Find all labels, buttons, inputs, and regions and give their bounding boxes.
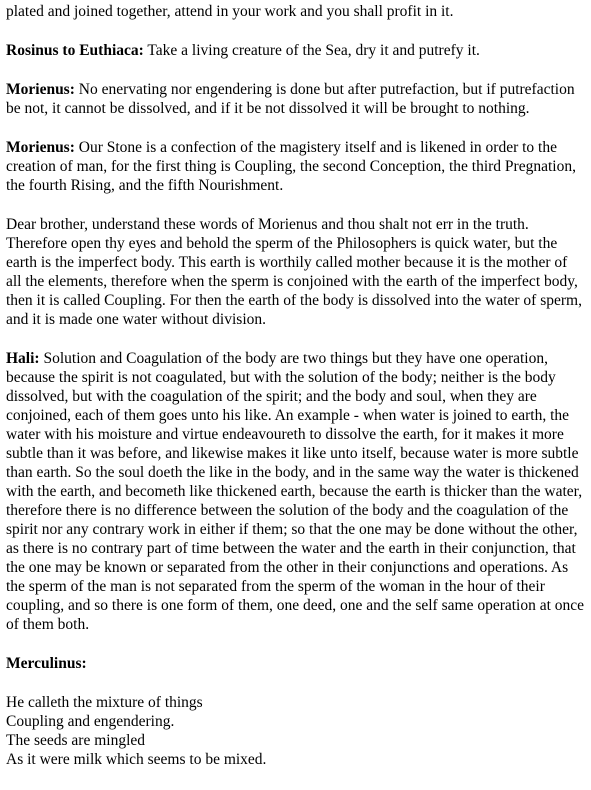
speaker-name: Merculinus: [6, 655, 87, 672]
speaker-name: Morienus: [6, 81, 75, 98]
verse-block [6, 693, 585, 769]
paragraph-text: Our Stone is a confection of the magistery itself and is likened in order to the creation of man, for the first thing is Coupling, the second Conception, the third Pregnation, the fourth Rising, and the fifth Nourishment. [6, 139, 576, 194]
speaker-name: Rosinus to Euthiaca: [6, 42, 144, 59]
paragraph [6, 349, 585, 634]
speaker-name: Hali: [6, 350, 40, 367]
paragraph [6, 138, 585, 195]
speaker-name: Morienus: [6, 139, 75, 156]
paragraph [6, 41, 585, 60]
paragraph-text: No enervating nor engendering is done but after putrefaction, but if putrefaction be not, it cannot be dissolved, and if it be not dissolved it will be brought to nothing. [6, 81, 575, 117]
paragraph [6, 654, 585, 673]
verse-line: The seeds are mingled [6, 732, 146, 749]
paragraph [6, 2, 585, 21]
paragraph-text: plated and joined together, attend in your work and you shall profit in it. [6, 3, 454, 20]
verse-line: He calleth the mixture of things [6, 694, 203, 711]
paragraph-text: Dear brother, understand these words of Morienus and thou shalt not err in the truth. Therefore open thy eyes and behold the sperm of the Philosophers is quick water, but the earth is the imperfect body. This earth is worthily called mother because it is the mother of all the elements, therefore when the sperm is conjoined with the earth of the imperfect body, then it is called Coupling. For then the earth of the body is dissolved into the water of sperm, and it is made one water without division. [6, 216, 582, 328]
verse-line: Coupling and engendering. [6, 713, 175, 730]
paragraph [6, 80, 585, 118]
paragraph-text: Solution and Coagulation of the body are two things but they have one operation, because the spirit is not coagulated, but with the solution of the body; neither is the body dissolved, but with the coagulation of the spirit; and the body and soul, when they are conjoined, each of them goes unto his like. An example - when water is joined to earth, the water with his moisture and virtue endeavoureth to dissolve the earth, for it makes it more subtle than it was before, and likewise makes it like unto itself, because water is more subtle than earth. So the soul doeth the like in the body, and in the same way the water is thickened with the earth, and becometh like thickened earth, because the earth is thicker than the water, therefore there is no difference between the solution of the body and the coagulation of the spirit nor any contrary work in either if them; so that the one may be done without the other, as there is no contrary part of time between the water and the earth in their conjunction, that the one may be known or separated from the other in their conjunctions and operations. As the sperm of the man is not separated from the sperm of the woman in the hour of their coupling, and so there is one form of them, one deed, one and the self same operation at once of them both. [6, 350, 585, 633]
paragraph-text: Take a living creature of the Sea, dry it and putrefy it. [143, 42, 480, 59]
paragraph [6, 215, 585, 329]
verse-line: As it were milk which seems to be mixed. [6, 751, 267, 768]
